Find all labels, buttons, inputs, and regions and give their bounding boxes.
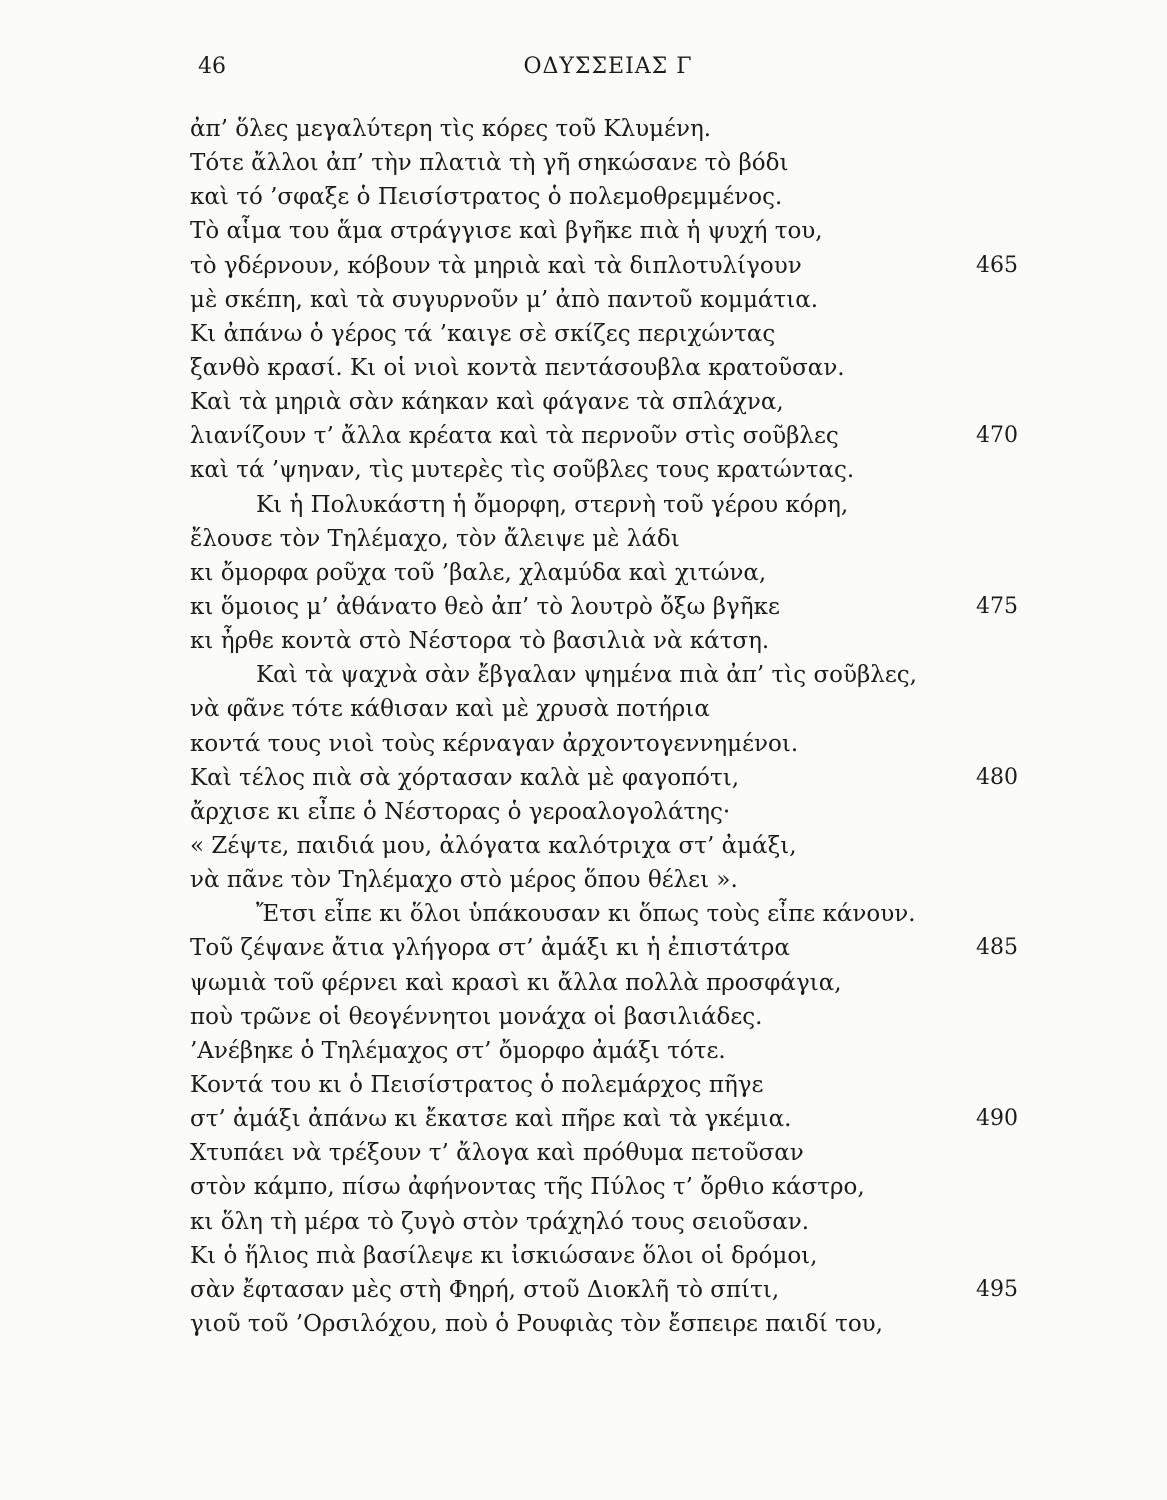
poem-line — [190, 1273, 1030, 1307]
line-number: 470 — [976, 423, 1018, 449]
line-number: 465 — [976, 252, 1018, 278]
line-text: Καὶ τὰ ψαχνὰ σὰν ἔβγαλαν ψημένα πιὰ ἀπ’ τὶς σοῦβλες, — [256, 662, 917, 689]
poem-line — [190, 522, 1030, 556]
line-text: λιανίζουν τ’ ἄλλα κρέατα καὶ τὰ περνοῦν στὶς σοῦβλες — [190, 423, 839, 450]
poem-line — [190, 488, 1030, 522]
poem-line — [190, 385, 1030, 419]
poem-line — [190, 453, 1030, 487]
line-text: Τὸ αἷμα του ἅμα στράγγισε καὶ βγῆκε πιὰ ἡ ψυχή του, — [190, 218, 823, 245]
line-text: « Ζέψτε, παιδιά μου, ἀλόγατα καλότριχα στ’ ἀμάξι, — [190, 832, 797, 859]
poem-line — [190, 1307, 1030, 1341]
poem-line — [190, 624, 1030, 658]
line-number: 480 — [976, 764, 1018, 790]
poem-line — [190, 1000, 1030, 1034]
line-text: Κοντά του κι ὁ Πεισίστρατος ὁ πολεμάρχος πῆγε — [190, 1071, 764, 1098]
poem-line — [190, 1205, 1030, 1239]
line-text: Τότε ἄλλοι ἀπ’ τὴν πλατιὰ τὴ γῆ σηκώσανε τὸ βόδι — [190, 150, 789, 177]
poem-line — [190, 249, 1030, 283]
line-number: 475 — [976, 593, 1018, 619]
line-text: καὶ τά ’ψηναν, τὶς μυτερὲς τὶς σοῦβλες τους κρατώντας. — [190, 457, 855, 484]
poem-line — [190, 658, 1030, 692]
poem-line — [190, 317, 1030, 351]
poem-line — [190, 761, 1030, 795]
line-text: Κι ἀπάνω ὁ γέρος τά ’καιγε σὲ σκίζες περιχώντας — [190, 320, 776, 347]
line-text: νὰ φᾶνε τότε κάθισαν καὶ μὲ χρυσὰ ποτήρια — [190, 696, 710, 723]
line-number: 495 — [976, 1276, 1018, 1302]
poem-line — [190, 1034, 1030, 1068]
line-text: κοντά τους νιοὶ τοὺς κέρναγαν ἀρχοντογεννημένοι. — [190, 730, 799, 757]
poem-line — [190, 146, 1030, 180]
line-text: Καὶ τέλος πιὰ σὰ χόρτασαν καλὰ μὲ φαγοπότι, — [190, 764, 740, 791]
line-text: Καὶ τὰ μηριὰ σὰν κάηκαν καὶ φάγανε τὰ σπλάχνα, — [190, 389, 784, 416]
line-text: ποὺ τρῶνε οἱ θεογέννητοι μονάχα οἱ βασιλιάδες. — [190, 1003, 763, 1030]
poem-line — [190, 590, 1030, 624]
poem-line — [190, 1136, 1030, 1170]
poem-line — [190, 1239, 1030, 1273]
line-text: καὶ τό ’σφαξε ὁ Πεισίστρατος ὁ πολεμοθρεμμένος. — [190, 184, 783, 211]
poem-line — [190, 829, 1030, 863]
poem-line — [190, 180, 1030, 214]
line-text: κι ὅμοιος μ’ ἀθάνατο θεὸ ἀπ’ τὸ λουτρὸ ὄξω βγῆκε — [190, 593, 780, 620]
poem-text — [190, 112, 1030, 1341]
line-text: γιοῦ τοῦ ’Ορσιλόχου, ποὺ ὁ Ρουφιὰς τὸν ἔσπειρε παιδί του, — [190, 1310, 883, 1337]
poem-line — [190, 1170, 1030, 1204]
poem-line — [190, 419, 1030, 453]
line-text: στὸν κάμπο, πίσω ἀφήνοντας τῆς Πύλος τ’ ὄρθιο κάστρο, — [190, 1174, 865, 1201]
line-text: ξανθὸ κρασί. Κι οἱ νιοὶ κοντὰ πεντάσουβλα κρατοῦσαν. — [190, 354, 845, 381]
page-number: 46 — [198, 54, 226, 79]
poem-line — [190, 897, 1030, 931]
poem-line — [190, 556, 1030, 590]
line-text: ἔλουσε τὸν Τηλέμαχο, τὸν ἄλειψε μὲ λάδι — [190, 525, 680, 552]
line-text: στ’ ἀμάξι ἀπάνω κι ἔκατσε καὶ πῆρε καὶ τὰ γκέμια. — [190, 1106, 792, 1133]
line-number: 485 — [976, 935, 1018, 961]
poem-line — [190, 351, 1030, 385]
line-text: τὸ γδέρνουν, κόβουν τὰ μηριὰ καὶ τὰ διπλοτυλίγουν — [190, 252, 802, 279]
line-text: Χτυπάει νὰ τρέξουν τ’ ἄλογα καὶ πρόθυμα πετοῦσαν — [190, 1140, 804, 1167]
running-title: ΟΔΥΣΣΕΙΑΣ Γ — [523, 54, 693, 79]
poem-line — [190, 214, 1030, 248]
line-text: ἀπ’ ὅλες μεγαλύτερη τὶς κόρες τοῦ Κλυμένη. — [190, 116, 712, 142]
poem-line — [190, 692, 1030, 726]
poem-line — [190, 112, 1030, 146]
line-text: ψωμιὰ τοῦ φέρνει καὶ κρασὶ κι ἄλλα πολλὰ προσφάγια, — [190, 969, 842, 996]
line-text: κι ἦρθε κοντὰ στὸ Νέστορα τὸ βασιλιὰ νὰ κάτση. — [190, 628, 770, 655]
page-header — [198, 54, 1018, 86]
line-text: νὰ πᾶνε τὸν Τηλέμαχο στὸ μέρος ὅπου θέλει ». — [190, 867, 738, 894]
poem-line — [190, 283, 1030, 317]
poem-line — [190, 863, 1030, 897]
poem-line — [190, 795, 1030, 829]
line-text: ἄρχισε κι εἶπε ὁ Νέστορας ὁ γεροαλογολάτης· — [190, 798, 731, 825]
line-text: Τοῦ ζέψανε ἄτια γλήγορα στ’ ἀμάξι κι ἡ ἐπιστάτρα — [190, 935, 790, 962]
poem-line — [190, 931, 1030, 965]
poem-line — [190, 1102, 1030, 1136]
poem-line — [190, 966, 1030, 1000]
line-text: μὲ σκέπη, καὶ τὰ συγυρνοῦν μ’ ἀπὸ παντοῦ κομμάτια. — [190, 286, 819, 313]
line-text: Κι ὁ ἥλιος πιὰ βασίλεψε κι ἰσκιώσανε ὅλοι οἱ δρόμοι, — [190, 1242, 818, 1269]
line-text: σὰν ἔφτασαν μὲς στὴ Φηρή, στοῦ Διοκλῆ τὸ σπίτι, — [190, 1276, 780, 1303]
line-text: κι ὅλη τὴ μέρα τὸ ζυγὸ στὸν τράχηλό τους σειοῦσαν. — [190, 1208, 810, 1235]
line-number: 490 — [976, 1106, 1018, 1132]
poem-line — [190, 1068, 1030, 1102]
line-text: Ἔτσι εἶπε κι ὅλοι ὑπάκουσαν κι ὅπως τοὺς εἶπε κάνουν. — [256, 901, 916, 928]
line-text: ’Ανέβηκε ὁ Τηλέμαχος στ’ ὄμορφο ἀμάξι τότε. — [190, 1037, 726, 1064]
poem-line — [190, 727, 1030, 761]
line-text: κι ὄμορφα ροῦχα τοῦ ’βαλε, χλαμύδα καὶ χιτώνα, — [190, 559, 767, 586]
line-text: Κι ἡ Πολυκάστη ἡ ὄμορφη, στερνὴ τοῦ γέρου κόρη, — [256, 491, 849, 518]
